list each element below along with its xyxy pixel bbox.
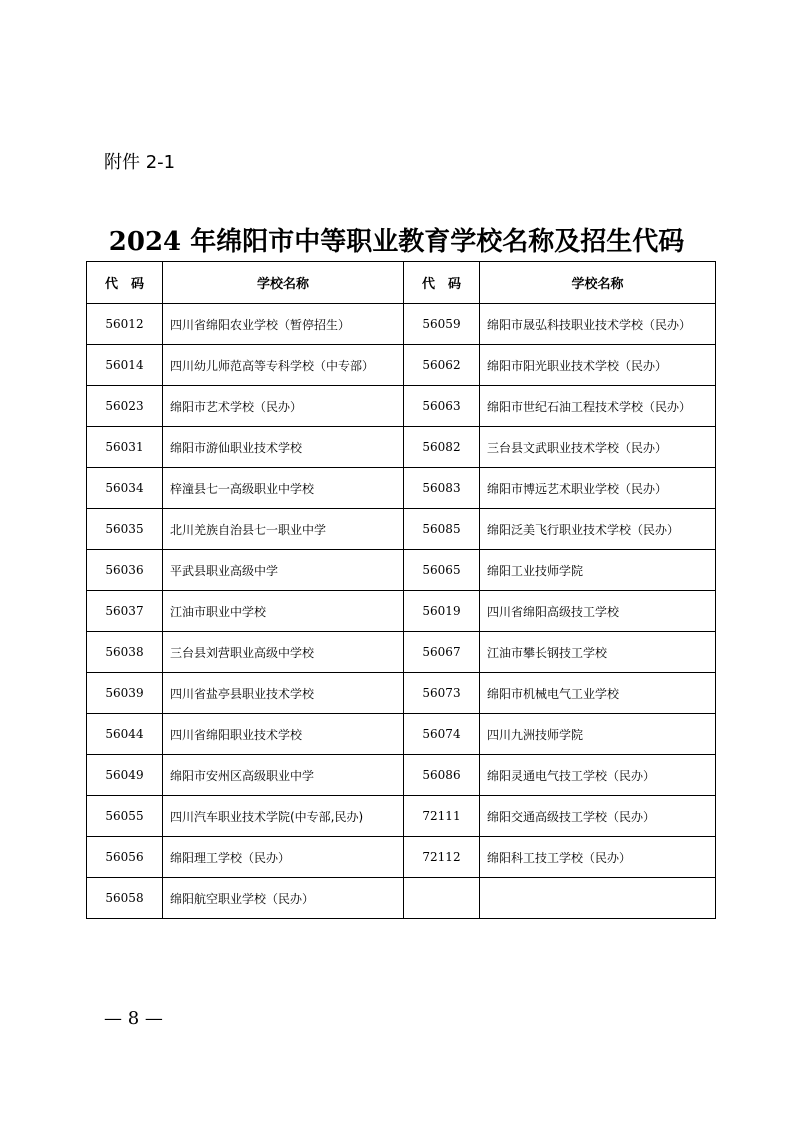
school-name-right: 绵阳泛美飞行职业技术学校（民办）: [480, 509, 716, 550]
school-name-left: 北川羌族自治县七一职业中学: [163, 509, 404, 550]
school-name-right: 绵阳交通高级技工学校（民办）: [480, 796, 716, 837]
school-name-left: 四川省绵阳农业学校（暂停招生）: [163, 304, 404, 345]
table-row: [87, 796, 716, 837]
school-code-right: 56086: [404, 755, 480, 796]
school-name-left: 绵阳市艺术学校（民办）: [163, 386, 404, 427]
page-number: — 8 —: [104, 1008, 163, 1029]
school-code-right: 56085: [404, 509, 480, 550]
school-code-right: 56019: [404, 591, 480, 632]
school-code-right: 72112: [404, 837, 480, 878]
school-name-left: 绵阳理工学校（民办）: [163, 837, 404, 878]
school-name-right: 绵阳市机械电气工业学校: [480, 673, 716, 714]
school-name-right: [480, 878, 716, 919]
school-name-right: 绵阳工业技师学院: [480, 550, 716, 591]
school-code-right: 56073: [404, 673, 480, 714]
school-code-right: 72111: [404, 796, 480, 837]
school-code-left: 56039: [87, 673, 163, 714]
school-name-right: 四川九洲技师学院: [480, 714, 716, 755]
school-name-right: 绵阳市晟弘科技职业技术学校（民办）: [480, 304, 716, 345]
school-code-left: 56044: [87, 714, 163, 755]
table-row: [87, 345, 716, 386]
table-header-row: [87, 262, 716, 304]
table-row: [87, 632, 716, 673]
attachment-label: 附件 2-1: [104, 152, 176, 173]
school-name-right: 绵阳市世纪石油工程技术学校（民办）: [480, 386, 716, 427]
school-code-left: 56035: [87, 509, 163, 550]
school-code-right: [404, 878, 480, 919]
school-name-left: 三台县刘营职业高级中学校: [163, 632, 404, 673]
school-code-left: 56023: [87, 386, 163, 427]
school-code-left: 56036: [87, 550, 163, 591]
school-name-left: 绵阳市游仙职业技术学校: [163, 427, 404, 468]
table-body: [87, 304, 716, 919]
school-name-left: 梓潼县七一高级职业中学校: [163, 468, 404, 509]
table-row: [87, 878, 716, 919]
school-name-right: 三台县文武职业技术学校（民办）: [480, 427, 716, 468]
school-code-left: 56055: [87, 796, 163, 837]
school-name-right: 绵阳科工技工学校（民办）: [480, 837, 716, 878]
school-code-table: [86, 261, 716, 919]
school-code-left: 56058: [87, 878, 163, 919]
header-school-name-left: 学校名称: [163, 262, 404, 304]
table-row: [87, 304, 716, 345]
table-row: [87, 427, 716, 468]
header-school-name-right: 学校名称: [480, 262, 716, 304]
school-name-left: 绵阳航空职业学校（民办）: [163, 878, 404, 919]
table-row: [87, 550, 716, 591]
school-code-left: 56014: [87, 345, 163, 386]
school-code-left: 56034: [87, 468, 163, 509]
school-name-right: 江油市攀长钢技工学校: [480, 632, 716, 673]
table-row: [87, 386, 716, 427]
header-code-left: 代 码: [87, 262, 163, 304]
school-code-left: 56031: [87, 427, 163, 468]
school-name-left: 四川省绵阳职业技术学校: [163, 714, 404, 755]
school-code-left: 56049: [87, 755, 163, 796]
school-code-right: 56067: [404, 632, 480, 673]
document-title: 2024 年绵阳市中等职业教育学校名称及招生代码: [108, 227, 685, 257]
school-code-right: 56062: [404, 345, 480, 386]
school-name-left: 四川汽车职业技术学院(中专部,民办): [163, 796, 404, 837]
table-row: [87, 591, 716, 632]
school-code-left: 56012: [87, 304, 163, 345]
school-code-left: 56056: [87, 837, 163, 878]
table-row: [87, 673, 716, 714]
school-name-left: 绵阳市安州区高级职业中学: [163, 755, 404, 796]
school-code-right: 56083: [404, 468, 480, 509]
school-name-left: 江油市职业中学校: [163, 591, 404, 632]
school-name-right: 绵阳灵通电气技工学校（民办）: [480, 755, 716, 796]
school-name-right: 绵阳市博远艺术职业学校（民办）: [480, 468, 716, 509]
table-row: [87, 468, 716, 509]
school-code-right: 56065: [404, 550, 480, 591]
school-name-right: 绵阳市阳光职业技术学校（民办）: [480, 345, 716, 386]
school-code-right: 56074: [404, 714, 480, 755]
school-code-right: 56063: [404, 386, 480, 427]
school-name-left: 平武县职业高级中学: [163, 550, 404, 591]
table-row: [87, 509, 716, 550]
school-code-right: 56082: [404, 427, 480, 468]
school-name-left: 四川幼儿师范高等专科学校（中专部）: [163, 345, 404, 386]
table-row: [87, 755, 716, 796]
school-code-right: 56059: [404, 304, 480, 345]
table-row: [87, 837, 716, 878]
table-row: [87, 714, 716, 755]
school-name-right: 四川省绵阳高级技工学校: [480, 591, 716, 632]
header-code-right: 代 码: [404, 262, 480, 304]
school-code-left: 56038: [87, 632, 163, 673]
school-name-left: 四川省盐亭县职业技术学校: [163, 673, 404, 714]
school-code-left: 56037: [87, 591, 163, 632]
